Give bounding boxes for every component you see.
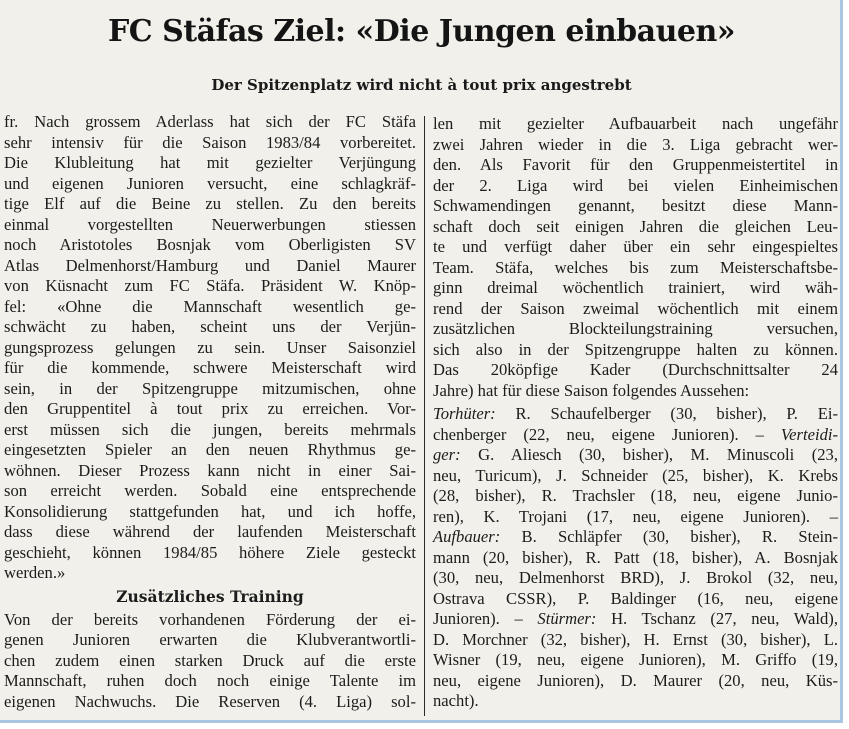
roster-label-goalkeepers: Torhüter:	[433, 404, 496, 423]
roster-line: Wisner (19, neu, eigene Junioren), M. Griffo (19,	[433, 650, 838, 669]
roster-text: G. Aliesch (30, bisher), M. Minuscoli (23,	[460, 445, 838, 464]
text-line: sich also in der Spitzengruppe halten zu können.	[433, 339, 838, 359]
roster-label-defenders: Verteidi-	[780, 424, 838, 444]
text-line: genen Junioren erwarten die Klubverantwortli-	[4, 630, 416, 649]
roster-label-defenders-cont: ger:	[433, 445, 461, 464]
roster-line: mann (20, bisher), R. Patt (18, bisher), A. Bosnjak	[433, 547, 838, 567]
right-column	[433, 114, 838, 712]
roster-line	[433, 425, 838, 446]
roster-line: ren), K. Trojani (17, neu, eigene Junioren). –	[433, 506, 838, 526]
text-line: für die kommende, schwere Meisterschaft wird	[4, 358, 416, 377]
roster-label-forwards: Stürmer:	[537, 609, 597, 628]
roster-line: neu, eigene Junioren), D. Maurer (20, neu, Küs-	[433, 670, 838, 690]
text-line: sehr intensiv für die Saison 1983/84 vorbereitet.	[4, 132, 416, 152]
text-line: noch Aristotoles Bosnjak vom Oberligisten SV	[4, 235, 416, 254]
roster-text: H. Tschanz (27, neu, Wald),	[596, 609, 838, 628]
section-heading: Zusätzliches Training	[116, 586, 304, 606]
text-line: geschieht, können 1984/85 höhere Ziele gesteckt	[4, 542, 416, 562]
text-line: eigenen Nachwuchs. Die Reserven (4. Liga) sol-	[4, 691, 416, 711]
text-line: den Gruppentitel à tout prix zu erreichen. Vor-	[4, 399, 416, 418]
roster-line	[433, 404, 838, 425]
text-line: erst müssen sich die jungen, bereits mehrmals	[4, 419, 416, 439]
text-line: Atlas Delmenhorst/Hamburg und Daniel Maurer	[4, 255, 416, 275]
roster-line: neu, Turicum), J. Schneider (25, bisher), K. Krebs	[433, 465, 838, 485]
text-line: wöhnen. Dieser Prozess kann nicht in einer Sai-	[4, 460, 416, 480]
article-headline: FC Stäfas Ziel: «Die Jungen einbauen»	[107, 14, 736, 49]
roster-label-midfielders: Aufbauer:	[433, 527, 501, 546]
text-line: Das 20köpfige Kader (Durchschnittsalter 24	[433, 360, 838, 379]
text-line: schwächt zu haben, scheint uns der Verjün-	[4, 317, 416, 336]
text-line: Mannschaft, ruhen doch noch einige Talente im	[4, 671, 416, 690]
roster-line: (30, neu, Delmenhorst BRD), J. Brokol (32, neu,	[433, 568, 838, 587]
roster-line: nacht).	[433, 691, 479, 710]
text-line: eingesetzten Spieler an den neuen Rhythmus ge-	[4, 440, 416, 459]
text-line: rend der Saison zweimal wöchentlich mit einem	[433, 298, 838, 318]
text-line: zwei Jahren wieder in die 3. Liga gebracht wer-	[433, 134, 838, 154]
text-line: len mit gezielter Aufbauarbeit nach ungefähr	[433, 114, 838, 133]
text-line: der 2. Liga wird bei vielen Einheimischen	[433, 175, 838, 195]
text-line: und eigenen Junioren versucht, eine schlagkräf-	[4, 173, 416, 193]
text-line: einmal vorgestellten Neuerwerbungen stiessen	[4, 214, 416, 234]
text-line: den. Als Favorit für den Gruppenmeistertitel in	[433, 155, 838, 174]
text-line: Konsolidierung stattgefunden hat, und ich hoffe,	[4, 501, 416, 521]
left-column	[4, 112, 416, 712]
text-line: tige Elf auf die Beine zu stellen. Zu den bereits	[4, 194, 416, 213]
text-line: ginn dreimal wöchentlich trainiert, wird wäh-	[433, 278, 838, 297]
roster-line	[433, 527, 838, 548]
roster-line	[433, 445, 838, 466]
roster-line: Ostrava CSSR), P. Baldinger (16, neu, eigene	[433, 588, 838, 608]
roster-text: B. Schläpfer (30, bisher), R. Stein-	[500, 527, 838, 546]
text-line: von Küsnacht zum FC Stäfa. Präsident W. Knöp-	[4, 276, 416, 295]
text-line: Die Klubleitung hat mit gezielter Verjüngung	[4, 153, 416, 172]
roster-text: R. Schaufelberger (30, bisher), P. Ei-	[495, 404, 838, 423]
text-line: gungsprozess gelungen zu sein. Unser Saisonziel	[4, 337, 416, 357]
text-line: chen zudem einen starken Druck auf die erste	[4, 650, 416, 670]
text-line: fel: «Ohne die Mannschaft wesentlich ge-	[4, 296, 416, 316]
text-line: son erreicht werden. Sobald eine entsprechende	[4, 481, 416, 500]
article-subheadline: Der Spitzenplatz wird nicht à tout prix angestrebt	[211, 76, 632, 94]
roster-line	[433, 609, 838, 630]
text-line: Von der bereits vorhandenen Förderung der ei-	[4, 609, 416, 629]
roster-line: (28, bisher), R. Trachsler (18, neu, eigene Junio-	[433, 486, 838, 505]
column-divider	[424, 116, 425, 716]
roster-line: D. Morchner (32, bisher), H. Ernst (30, bisher), L.	[433, 629, 838, 649]
roster-text: Junioren). –	[433, 609, 538, 628]
text-line: Jahre) hat für diese Saison folgendes Aussehen:	[433, 380, 750, 400]
text-line: werden.»	[4, 563, 66, 582]
text-line: sein, in der Spitzengruppe mitzumischen, ohne	[4, 378, 416, 398]
text-line: fr. Nach grossem Aderlass hat sich der FC Stäfa	[4, 112, 416, 131]
text-line: Schwamendingen genannt, besitzt diese Mann-	[433, 196, 838, 215]
text-line: zusätzlichen Blockteilungstraining versuchen,	[433, 319, 838, 338]
text-line: schaft doch seit einigen Jahren die gleichen Leu-	[433, 216, 838, 236]
text-line: dass diese während der laufenden Meisterschaft	[4, 522, 416, 541]
text-line: Team. Stäfa, welches bis zum Meisterschaftsbe-	[433, 257, 838, 277]
roster-text: chenberger (22, neu, eigene Junioren). –	[433, 424, 781, 444]
text-line: te und verfügt daher über ein sehr eingespieltes	[433, 237, 838, 256]
